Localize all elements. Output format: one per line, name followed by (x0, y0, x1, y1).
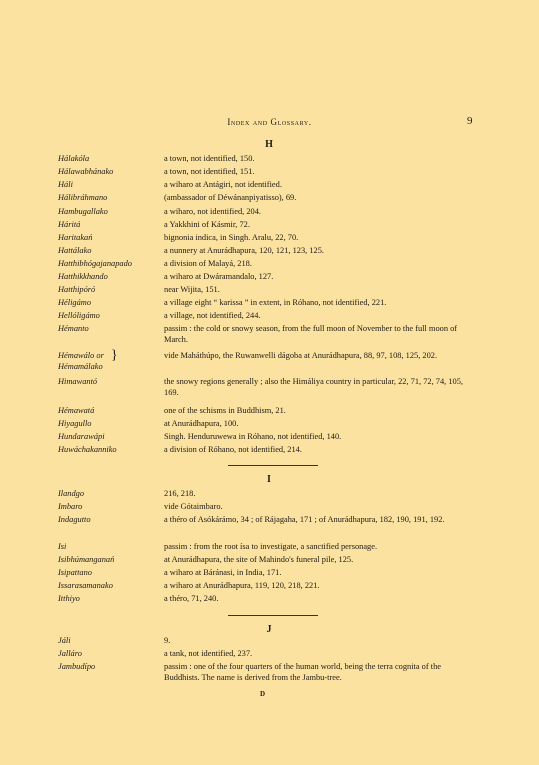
entry-definition: a division of Róhano, not identified, 214. (164, 445, 302, 454)
entry-definition: 9. (164, 636, 171, 645)
entry-term: Hálakóla (58, 154, 90, 163)
entry-term: Hálawabhánako (58, 167, 114, 176)
section-divider (228, 615, 318, 616)
entry-term: Hatthipóró (58, 285, 96, 294)
entry-definition: a wiharo at Antágiri, not identified. (164, 180, 282, 189)
entry-definition: passim : the cold or snowy season, from the full moon of November to the full moon of March. (164, 324, 458, 345)
entry-definition: a village eight “ karissa ” in extent, in Róhano, not identified, 221. (164, 298, 387, 307)
entry-definition: a town, not identified, 151. (164, 167, 255, 176)
entry-term: Haritakań (58, 233, 93, 242)
entry-term: Hatthikkhando (58, 272, 108, 281)
entry-definition: a village, not identified, 244. (164, 311, 261, 320)
entry-term: Hémawálo or (58, 351, 104, 360)
entry-term: Jalláro (58, 649, 82, 658)
brace-glyph: } (111, 348, 118, 363)
page-number: 9 (467, 115, 473, 127)
entry-term: Ilandgo (58, 489, 85, 498)
entry-term: Indagutto (58, 515, 91, 524)
entry-term: Issarasamanako (58, 581, 113, 590)
section-divider (228, 465, 318, 466)
entry-term: Isi (58, 542, 67, 551)
entry-definition: passim : one of the four quarters of the human world, being the terra cognita of the Buddhists. The name is derived from the Jambu-tree. (164, 662, 441, 683)
entry-definition: near Wijita, 151. (164, 285, 220, 294)
running-head: Index and Glossary. (227, 117, 312, 127)
entry-term: Huwáchakanniko (58, 445, 117, 454)
entry-term: Isipattano (58, 568, 92, 577)
entry-term: Hémanto (58, 324, 89, 333)
entry-definition: the snowy regions generally ; also the Himáliya country in particular, 22, 71, 72, 74, 105, 169. (164, 377, 464, 398)
entry-definition: passim : from the root ísa to investigate, a sanctified personage. (164, 542, 378, 551)
entry-term: Hiyagullo (58, 419, 92, 428)
entry-definition: a Yakkhini of Kásmir, 72. (164, 220, 250, 229)
entry-term: Hellóligámo (58, 311, 100, 320)
entry-definition: a nunnery at Anurádhapura, 120, 121, 123, 125. (164, 246, 325, 255)
entry-definition: (ambassador of Déwánanpiyatisso), 69. (164, 193, 297, 202)
entry-definition: Singh. Henduruwewa in Róhano, not identified, 140. (164, 432, 342, 441)
entry-definition: a wiharo at Báránasi, in India, 171. (164, 568, 282, 577)
entry-term: Hambugallako (58, 207, 108, 216)
entry-definition: one of the schisms in Buddhism, 21. (164, 406, 286, 415)
entry-term-alt: Hémamálako (58, 362, 103, 371)
entry-term: Háritá (58, 220, 81, 229)
entry-term: Háli (58, 180, 73, 189)
entry-term: Jáli (58, 636, 71, 645)
entry-definition: bignonia indica, in Singh. Aralu, 22, 70. (164, 233, 299, 242)
entry-term: Hémawatá (58, 406, 95, 415)
signature-mark: D (260, 690, 266, 698)
entry-term: Jambudípo (58, 662, 96, 671)
entry-term: Itthiyo (58, 594, 80, 603)
entry-definition: vide Gótaimbaro. (164, 502, 223, 511)
entry-definition: a tank, not identified, 237. (164, 649, 253, 658)
entry-term: Himawantó (58, 377, 98, 386)
entry-term: Hálibráhmano (58, 193, 108, 202)
entry-term: Héligámo (58, 298, 92, 307)
entry-definition: 216, 218. (164, 489, 196, 498)
entry-term: Imbaro (58, 502, 83, 511)
entry-definition: a division of Malayá, 218. (164, 259, 252, 268)
entry-definition: at Anurádhapura, 100. (164, 419, 239, 428)
entry-term: Isibhúmanganań (58, 555, 115, 564)
entry-definition: a théro, 71, 240. (164, 594, 219, 603)
entry-definition: a wiharo at Anurádhapura, 119, 120, 218, 221. (164, 581, 320, 590)
entry-definition: a wiharo, not identified, 204. (164, 207, 261, 216)
entry-term: Hattálako (58, 246, 92, 255)
entry-definition: a wiharo at Dwáramandalo, 127. (164, 272, 274, 281)
entry-definition: at Anurádhapura, the site of Mahindo's funeral pile, 125. (164, 555, 354, 564)
section-letter-h: H (265, 139, 274, 150)
entry-definition: a town, not identified, 150. (164, 154, 255, 163)
entry-definition: a théro of Asókárámo, 34 ; of Rájagaha, 171 ; of Anurádhapura, 182, 190, 191, 192. (164, 515, 445, 524)
entry-definition: vide Maháthúpo, the Ruwanwelli dágoba at Anurádhapura, 88, 97, 108, 125, 202. (164, 351, 438, 360)
section-letter-j: J (266, 624, 273, 635)
section-letter-i: I (267, 474, 272, 485)
entry-term: Hatthibhógajanapado (58, 259, 132, 268)
entry-term: Hundarawápi (58, 432, 105, 441)
